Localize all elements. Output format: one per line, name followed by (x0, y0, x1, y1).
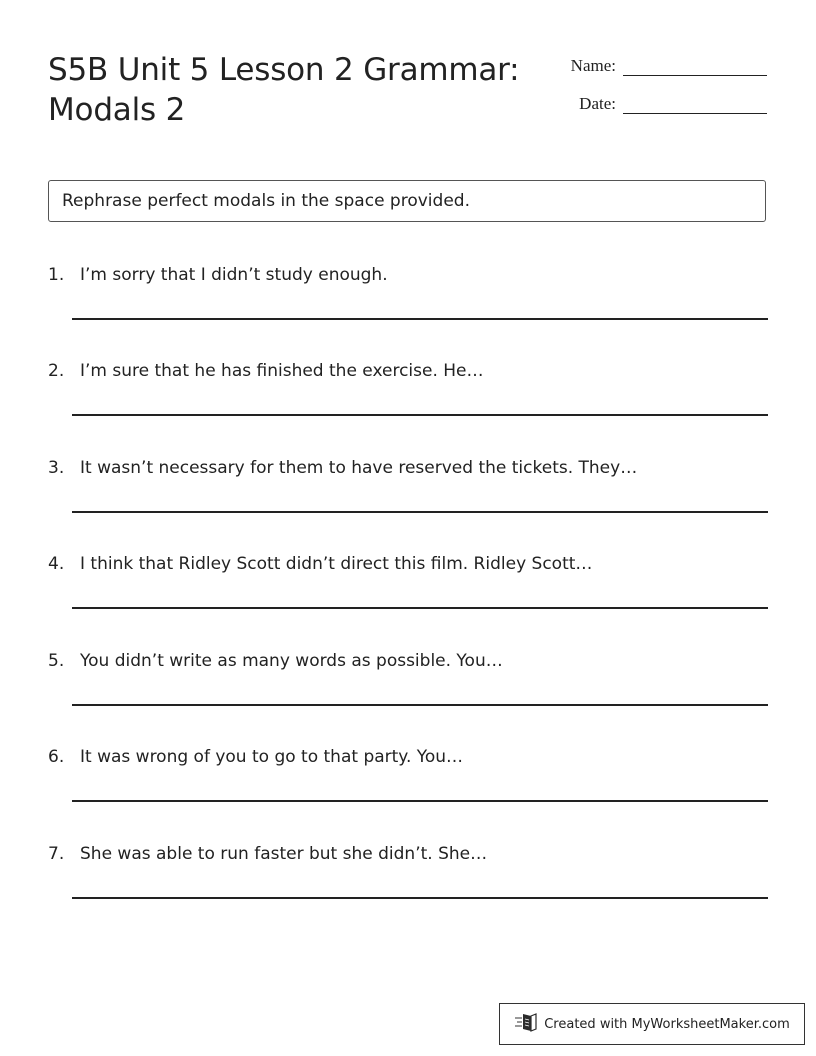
question-number: 7. (48, 844, 65, 864)
footer-credit-text: Created with MyWorksheetMaker.com (544, 1016, 790, 1032)
instructions-box (48, 180, 766, 222)
footer-credit[interactable] (499, 1003, 805, 1045)
question-text: I’m sure that he has finished the exercise. He… (80, 361, 484, 381)
question-text: You didn’t write as many words as possible. You… (80, 651, 503, 671)
answer-line (72, 318, 768, 320)
question-item (0, 455, 816, 545)
date-field (579, 92, 767, 114)
question-number: 3. (48, 458, 65, 478)
page-title-line-2: Modals 2 (48, 92, 186, 128)
question-item (0, 841, 816, 931)
question-item (0, 358, 816, 448)
answer-line (72, 511, 768, 513)
question-number: 2. (48, 361, 65, 381)
question-text: She was able to run faster but she didn’t. She… (80, 844, 488, 864)
date-label: Date: (579, 94, 616, 113)
question-text: I’m sorry that I didn’t study enough. (80, 265, 388, 285)
question-number: 1. (48, 265, 65, 285)
question-number: 4. (48, 554, 65, 574)
question-item (0, 551, 816, 641)
worksheet-maker-logo-icon (514, 1011, 544, 1037)
answer-line (72, 414, 768, 416)
question-item (0, 262, 816, 352)
question-item (0, 744, 816, 834)
name-field (571, 54, 767, 76)
instructions-text: Rephrase perfect modals in the space provided. (62, 191, 470, 211)
answer-line (72, 897, 768, 899)
question-text: It was wrong of you to go to that party. You… (80, 747, 464, 767)
date-blank-line (623, 95, 767, 114)
name-blank-line (623, 57, 767, 76)
page-title (48, 50, 528, 130)
answer-line (72, 800, 768, 802)
answer-line (72, 704, 768, 706)
question-text: It wasn’t necessary for them to have reserved the tickets. They… (80, 458, 638, 478)
question-number: 6. (48, 747, 65, 767)
answer-line (72, 607, 768, 609)
question-item (0, 648, 816, 738)
question-text: I think that Ridley Scott didn’t direct this film. Ridley Scott… (80, 554, 593, 574)
name-label: Name: (570, 56, 616, 75)
page-title-line-1: S5B Unit 5 Lesson 2 Grammar: (48, 52, 520, 88)
question-number: 5. (48, 651, 65, 671)
